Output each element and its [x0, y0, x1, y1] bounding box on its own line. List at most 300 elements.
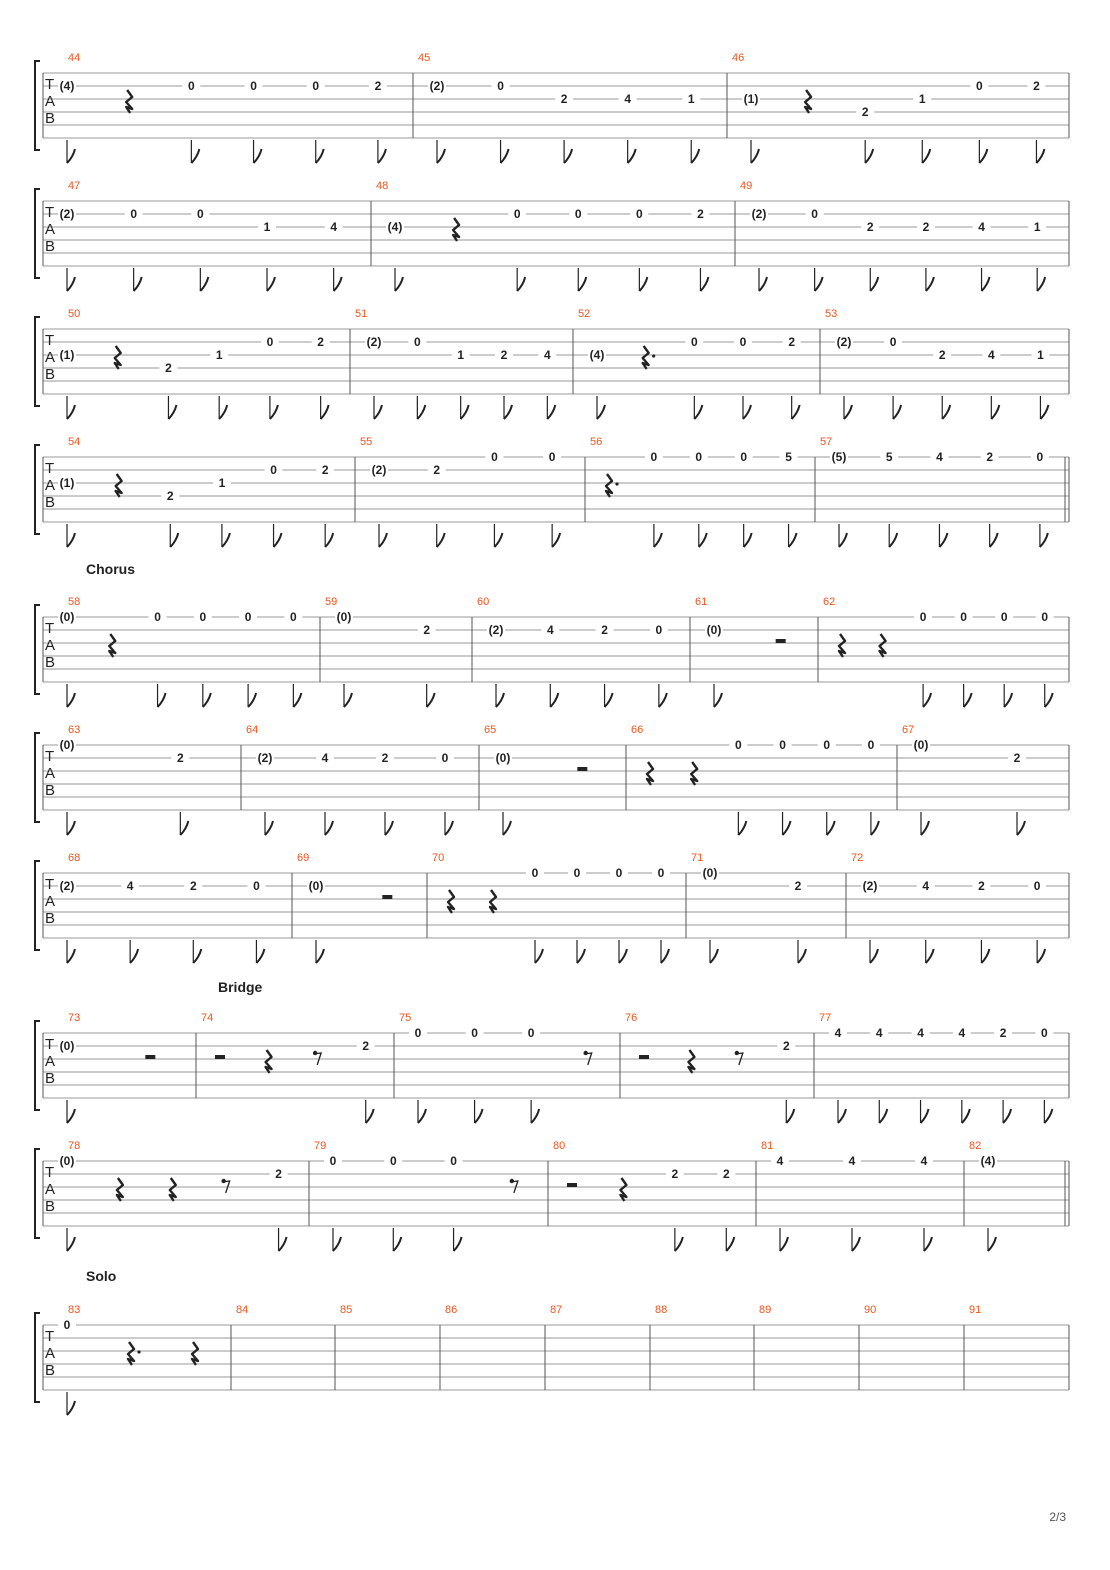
fret-number: 2 [1013, 751, 1021, 765]
tab-clef-letter: T [45, 748, 55, 765]
fret-number: 2 [423, 623, 431, 637]
measure-number: 56 [590, 436, 603, 448]
section-label: Solo [86, 1268, 117, 1284]
fret-number: 0 [615, 866, 623, 880]
measure-number: 54 [68, 436, 81, 448]
fret-number: 2 [1033, 79, 1040, 93]
fret-number: 2 [189, 879, 197, 893]
note-flag [379, 533, 387, 547]
note-flag [738, 821, 746, 835]
tab-clef-letter: A [45, 1181, 56, 1198]
measure-number: 65 [484, 724, 497, 736]
note-flag [578, 277, 586, 291]
fret-number: 0 [976, 79, 983, 93]
fret-number: 2 [999, 1026, 1007, 1040]
system-bracket [35, 445, 40, 534]
system-bracket [35, 1313, 40, 1402]
fret-number: (4) [387, 220, 403, 234]
fret-number: 0 [574, 207, 582, 221]
tab-clef-letter: B [45, 494, 56, 511]
fret-number: 0 [1041, 1026, 1048, 1040]
note-flag [870, 277, 878, 291]
note-flag [293, 693, 301, 707]
fret-number: 1 [687, 92, 695, 106]
note-flag [1004, 693, 1012, 707]
note-flag [219, 405, 227, 419]
measure-number: 59 [325, 596, 338, 608]
note-flag [158, 693, 166, 707]
measure-number: 69 [297, 852, 310, 864]
fret-number: 0 [199, 610, 207, 624]
fret-number: 2 [321, 463, 329, 477]
fret-number: (1) [59, 476, 75, 490]
note-flag [393, 1237, 401, 1251]
note-flag [659, 693, 667, 707]
note-flag [710, 949, 718, 963]
note-flag [461, 405, 469, 419]
fret-number: 0 [960, 610, 967, 624]
fret-number: 0 [471, 1026, 478, 1040]
note-flag [921, 821, 929, 835]
fret-number: 0 [739, 335, 747, 349]
fret-number: 2 [722, 1167, 730, 1181]
measure-number: 62 [823, 596, 836, 608]
measure-number: 48 [376, 180, 389, 192]
system-bracket [35, 733, 40, 822]
note-flag [547, 405, 555, 419]
fret-number: (0) [702, 866, 718, 880]
fret-number: (0) [59, 1154, 75, 1168]
note-flag [865, 149, 873, 163]
tab-clef-letter: B [45, 1198, 56, 1215]
tab-clef-letter: T [45, 620, 55, 637]
fret-number: 2 [362, 1039, 370, 1053]
measure-number: 47 [68, 180, 81, 192]
note-flag [786, 1109, 794, 1123]
measure-number: 71 [691, 852, 704, 864]
note-flag [962, 1109, 970, 1123]
fret-number: 0 [329, 1154, 337, 1168]
fret-number: 0 [740, 450, 748, 464]
measure-number: 89 [759, 1304, 772, 1316]
note-flag [321, 405, 329, 419]
measure-number: 44 [68, 52, 81, 64]
fret-number: (2) [862, 879, 878, 893]
tab-clef-letter: A [45, 221, 56, 238]
fret-number: 1 [263, 220, 271, 234]
fret-number: (0) [59, 738, 75, 752]
section-label: Chorus [86, 561, 135, 577]
note-flag [827, 821, 835, 835]
fret-number: (2) [429, 79, 445, 93]
fret-number: 0 [266, 335, 274, 349]
note-flag [1036, 149, 1044, 163]
fret-number: 0 [919, 610, 927, 624]
note-flag [926, 277, 934, 291]
fret-number: 2 [671, 1167, 679, 1181]
note-flag [988, 1237, 996, 1251]
note-flag [130, 949, 138, 963]
measure-number: 50 [68, 308, 81, 320]
fret-number: 0 [154, 610, 161, 624]
half-rest [577, 767, 587, 771]
rest-dot [615, 482, 618, 485]
note-flag [759, 277, 767, 291]
note-flag [1017, 821, 1025, 835]
note-flag [939, 533, 947, 547]
note-flag [417, 405, 425, 419]
fret-number: 0 [1033, 879, 1041, 893]
fret-number: 4 [546, 623, 554, 637]
fret-number: 2 [782, 1039, 790, 1053]
measure-number: 64 [246, 724, 259, 736]
tab-clef-letter: A [45, 93, 56, 110]
measure-number: 51 [355, 308, 368, 320]
note-flag [180, 821, 188, 835]
note-flag [531, 1109, 539, 1123]
measure-number: 86 [445, 1304, 458, 1316]
tab-clef-letter: B [45, 366, 56, 383]
system-bracket [35, 1149, 40, 1238]
note-flag [445, 821, 453, 835]
fret-number: 0 [1000, 610, 1008, 624]
note-flag [496, 693, 504, 707]
note-flag [550, 693, 558, 707]
measure-number: 84 [236, 1304, 249, 1316]
note-flag [628, 149, 636, 163]
fret-number: 0 [389, 1154, 397, 1168]
fret-number: 4 [776, 1154, 784, 1168]
fret-number: 0 [889, 335, 897, 349]
note-flag [991, 405, 999, 419]
section-label: Bridge [218, 979, 263, 995]
measure-number: 88 [655, 1304, 668, 1316]
note-flag [203, 693, 211, 707]
note-flag [274, 533, 282, 547]
measure-number: 46 [732, 52, 745, 64]
note-flag [979, 149, 987, 163]
note-flag [981, 949, 989, 963]
note-flag [619, 949, 627, 963]
quarter-rest [647, 762, 653, 785]
measure-number: 85 [340, 1304, 353, 1316]
note-flag [248, 693, 256, 707]
half-rest [215, 1055, 225, 1059]
quarter-rest [453, 218, 459, 241]
measure-number: 74 [201, 1012, 214, 1024]
note-flag [67, 1401, 75, 1415]
tab-clef-letter: T [45, 1036, 55, 1053]
note-flag [870, 949, 878, 963]
half-rest [639, 1055, 649, 1059]
quarter-rest [117, 1178, 123, 1201]
quarter-rest [691, 762, 697, 785]
fret-number: 0 [497, 79, 504, 93]
note-flag [552, 533, 560, 547]
fret-number: 0 [823, 738, 831, 752]
fret-number: 0 [491, 450, 498, 464]
note-flag [200, 277, 208, 291]
fret-number: 0 [548, 450, 556, 464]
half-rest [776, 639, 786, 643]
note-flag [454, 1237, 462, 1251]
tab-clef-letter: A [45, 765, 56, 782]
note-flag [385, 821, 393, 835]
fret-number: 0 [811, 207, 818, 221]
measure-number: 57 [820, 436, 833, 448]
note-flag [675, 1237, 683, 1251]
note-flag [418, 1109, 426, 1123]
measure-number: 83 [68, 1304, 81, 1316]
note-flag [316, 149, 324, 163]
fret-number: (1) [59, 348, 75, 362]
note-flag [67, 949, 75, 963]
fret-number: (2) [59, 207, 75, 221]
tab-clef-letter: A [45, 1053, 56, 1070]
note-flag [1040, 533, 1048, 547]
fret-number: 2 [317, 335, 324, 349]
fret-number: 0 [413, 335, 421, 349]
fret-number: 0 [196, 207, 204, 221]
quarter-rest [839, 634, 845, 657]
rest-dot [652, 354, 655, 357]
fret-number: 0 [441, 751, 449, 765]
measure-number: 60 [477, 596, 490, 608]
note-flag [222, 533, 230, 547]
fret-number: 0 [312, 79, 320, 93]
rest-dot [137, 1350, 140, 1353]
half-rest [145, 1055, 155, 1059]
fret-number: (0) [913, 738, 929, 752]
fret-number: 2 [978, 879, 985, 893]
quarter-rest [109, 634, 115, 657]
note-flag [714, 693, 722, 707]
fret-number: 0 [1041, 610, 1049, 624]
fret-number: 0 [735, 738, 742, 752]
measure-number: 67 [902, 724, 915, 736]
note-flag [325, 821, 333, 835]
note-flag [879, 1109, 887, 1123]
fret-number: 4 [330, 220, 338, 234]
fret-number: 2 [433, 463, 441, 477]
quarter-rest [448, 890, 454, 913]
note-flag [535, 949, 543, 963]
fret-number: 0 [253, 879, 260, 893]
note-flag [990, 533, 998, 547]
note-flag [839, 533, 847, 547]
system-bracket [35, 317, 40, 406]
note-flag [691, 149, 699, 163]
note-flag [577, 949, 585, 963]
measure-number: 90 [864, 1304, 877, 1316]
tab-clef-letter: T [45, 1164, 55, 1181]
fret-number: 0 [573, 866, 581, 880]
fret-number: 0 [513, 207, 521, 221]
fret-number: 0 [527, 1026, 535, 1040]
measure-number: 81 [761, 1140, 774, 1152]
fret-number: 0 [450, 1154, 457, 1168]
measure-number: 63 [68, 724, 81, 736]
measure-number: 55 [360, 436, 373, 448]
measure-number: 77 [819, 1012, 832, 1024]
fret-number: (2) [836, 335, 852, 349]
note-flag [374, 405, 382, 419]
note-flag [256, 949, 264, 963]
tab-clef-letter: B [45, 782, 56, 799]
fret-number: 2 [374, 79, 382, 93]
fret-number: (4) [59, 79, 75, 93]
tab-clef-letter: A [45, 477, 56, 494]
tab-clef-letter: B [45, 1070, 56, 1087]
note-flag [1037, 949, 1045, 963]
fret-number: (2) [59, 879, 75, 893]
fret-number: 4 [875, 1026, 883, 1040]
fret-number: 2 [166, 489, 174, 503]
fret-number: 2 [788, 335, 796, 349]
note-flag [395, 277, 403, 291]
measure-number: 53 [825, 308, 838, 320]
note-flag [783, 821, 791, 835]
note-flag [844, 405, 852, 419]
tab-clef-letter: A [45, 893, 56, 910]
note-flag [1044, 1109, 1052, 1123]
half-rest [567, 1183, 577, 1187]
fret-number: 4 [543, 348, 551, 362]
note-flag [475, 1109, 483, 1123]
fret-number: 1 [218, 476, 226, 490]
note-flag [942, 405, 950, 419]
fret-number: 2 [560, 92, 568, 106]
tab-clef-letter: T [45, 876, 55, 893]
fret-number: 4 [922, 879, 930, 893]
fret-number: 4 [624, 92, 632, 106]
fret-number: 2 [500, 348, 508, 362]
fret-number: 5 [785, 450, 792, 464]
tab-clef-letter: T [45, 332, 55, 349]
measure-number: 87 [550, 1304, 563, 1316]
note-flag [191, 149, 199, 163]
quarter-rest [170, 1178, 176, 1201]
fret-number: 1 [1037, 348, 1044, 362]
note-flag [193, 949, 201, 963]
system-bracket [35, 861, 40, 950]
fret-number: 0 [650, 450, 658, 464]
fret-number: 2 [601, 623, 608, 637]
fret-number: (0) [308, 879, 324, 893]
fret-number: 4 [958, 1026, 966, 1040]
note-flag [792, 405, 800, 419]
tab-clef-letter: T [45, 460, 55, 477]
quarter-rest [643, 346, 649, 369]
measure-number: 68 [68, 852, 81, 864]
fret-number: (5) [831, 450, 847, 464]
fret-number: 0 [250, 79, 257, 93]
tab-clef-letter: T [45, 204, 55, 221]
note-flag [922, 149, 930, 163]
note-flag [279, 1237, 287, 1251]
note-flag [926, 949, 934, 963]
fret-number: 0 [1036, 450, 1044, 464]
quarter-rest [490, 890, 496, 913]
system-bracket [35, 605, 40, 694]
quarter-rest [266, 1050, 272, 1073]
fret-number: 2 [866, 220, 874, 234]
note-flag [325, 533, 333, 547]
fret-number: 2 [275, 1167, 282, 1181]
fret-number: 4 [834, 1026, 842, 1040]
measure-number: 49 [740, 180, 753, 192]
note-flag [789, 533, 797, 547]
tab-clef-letter: T [45, 76, 55, 93]
fret-number: 0 [657, 866, 665, 880]
note-flag [815, 277, 823, 291]
system-bracket [35, 189, 40, 278]
fret-number: (4) [980, 1154, 996, 1168]
note-flag [265, 821, 273, 835]
fret-number: 0 [244, 610, 252, 624]
fret-number: 2 [922, 220, 930, 234]
fret-number: (0) [59, 1039, 75, 1053]
note-flag [726, 1237, 734, 1251]
note-flag [564, 149, 572, 163]
fret-number: (2) [366, 335, 382, 349]
fret-number: 2 [176, 751, 184, 765]
note-flag [597, 405, 605, 419]
note-flag [694, 405, 702, 419]
fret-number: (0) [59, 610, 75, 624]
fret-number: 0 [270, 463, 277, 477]
fret-number: 2 [794, 879, 802, 893]
tab-clef-letter: A [45, 349, 56, 366]
note-flag [744, 533, 752, 547]
note-flag [504, 405, 512, 419]
measure-number: 66 [631, 724, 644, 736]
fret-number: 5 [885, 450, 893, 464]
fret-number: 4 [917, 1026, 924, 1040]
note-flag [254, 149, 262, 163]
note-flag [923, 693, 931, 707]
system-bracket [35, 1021, 40, 1110]
system-bracket [35, 61, 40, 150]
note-flag [316, 949, 324, 963]
measure-number: 80 [553, 1140, 566, 1152]
measure-number: 58 [68, 596, 81, 608]
note-flag [270, 405, 278, 419]
note-flag [1040, 405, 1048, 419]
fret-number: 4 [987, 348, 995, 362]
note-flag [517, 277, 525, 291]
fret-number: 0 [290, 610, 297, 624]
fret-number: (2) [751, 207, 767, 221]
fret-number: (0) [336, 610, 352, 624]
fret-number: 4 [126, 879, 134, 893]
note-flag [333, 1237, 341, 1251]
quarter-rest [128, 1342, 134, 1365]
fret-number: 4 [321, 751, 329, 765]
tab-clef-letter: A [45, 1345, 56, 1362]
note-flag [964, 693, 972, 707]
note-flag [780, 1237, 788, 1251]
fret-number: 0 [695, 450, 703, 464]
tab-clef-letter: T [45, 1328, 55, 1345]
note-flag [1037, 277, 1045, 291]
note-flag [378, 149, 386, 163]
note-flag [503, 821, 511, 835]
note-flag [921, 1109, 929, 1123]
half-rest [382, 895, 392, 899]
quarter-rest [606, 474, 612, 497]
measure-number: 79 [314, 1140, 327, 1152]
